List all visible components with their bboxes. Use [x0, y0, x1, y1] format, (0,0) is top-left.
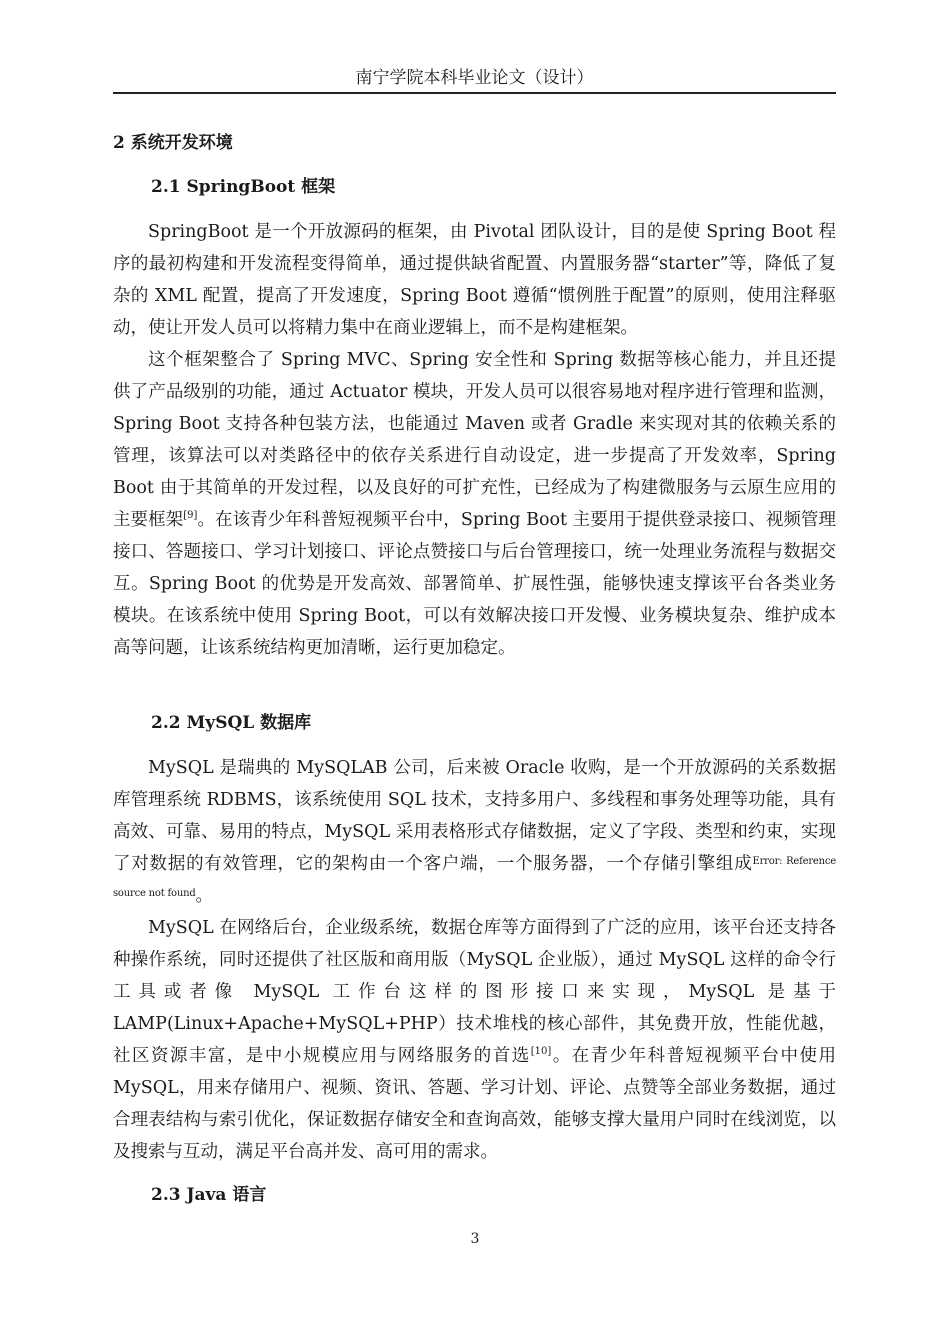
- page-number: 3: [470, 1231, 480, 1247]
- section-heading-2-2: 2.2 MySQL 数据库: [151, 713, 312, 733]
- section-heading-2-1: 2.1 SpringBoot 框架: [151, 177, 336, 197]
- citation-ref: [9]: [183, 510, 198, 521]
- paragraph-mysql-intro: [113, 752, 836, 912]
- paragraph-text: 。在该青少年科普短视频平台中，Spring Boot 主要用于提供登录接口、视频管理接口、答题接口、学习计划接口、评论点赞接口与后台管理接口，统一处理业务流程与数据交互。Spring Boot 的优势是开发高效、部署简单、扩展性强，能够快速支撑该平台各类业务模块。在该系统中使用 Spring Boot，可以有效解决接口开发慢、业务模块复杂、维护成本高等问题，让该系统结构更加清晰，运行更加稳定。: [113, 510, 836, 658]
- paragraph-springboot-features: [113, 344, 836, 664]
- paragraph-springboot-intro: SpringBoot 是一个开放源码的框架，由 Pivotal 团队设计，目的是使 Spring Boot 程序的最初构建和开发流程变得简单，通过提供缺省配置、内置服务器“starter”等，降低了复杂的 XML 配置，提高了开发速度，Spring Boot 遵循“惯例胜于配置”的原则，使用注释驱动，使让开发人员可以将精力集中在商业逻辑上，而不是构建框架。: [113, 222, 836, 338]
- paragraph-text: 这个框架整合了 Spring MVC、Spring 安全性和 Spring 数据等核心能力，并且还提供了产品级别的功能，通过 Actuator 模块，开发人员可以很容易地对程序进行管理和监测，Spring Boot 支持各种包装方法，也能通过 Maven 或者 Gradle 来实现对其的依赖关系的管理，该算法可以对类路径中的依存关系进行自动设定，进一步提高了开发效率，Spring Boot 由于其简单的开发过程，以及良好的可扩充性，已经成为了构建微服务与云原生应用的主要框架: [113, 350, 836, 530]
- citation-ref: [10]: [530, 1046, 552, 1057]
- header-divider: [113, 92, 836, 94]
- paragraph-text: 。: [195, 886, 214, 906]
- paragraph-text: MySQL 是瑞典的 MySQLAB 公司，后来被 Oracle 收购，是一个开放源码的关系数据库管理系统 RDBMS，该系统使用 SQL 技术，支持多用户、多线程和事务处理等功能，具有高效、可靠、易用的特点，MySQL 采用表格形式存储数据，定义了字段、类型和约束，实现了对数据的有效管理，它的架构由一个客户端，一个服务器，一个存储引擎组成: [113, 758, 836, 874]
- paragraph-text: MySQL 在网络后台，企业级系统，数据仓库等方面得到了广泛的应用，该平台还支持各种操作系统，同时还提供了社区版和商用版（MySQL 企业版），通过 MySQL 这样的命令行工具或者像 MySQL 工作台这样的图形接口来实现，MySQL 是基于 LAMP(Linux+Apache+MySQL+PHP）技术堆栈的核心部件，其免费开放，性能优越，社区资源丰富，是中小规模应用与网络服务的首选: [113, 918, 836, 1066]
- running-header-title: 南宁学院本科毕业论文（设计）: [355, 68, 594, 88]
- chapter-heading: 2 系统开发环境: [113, 133, 233, 153]
- paragraph-text: 。在青少年科普短视频平台中使用 MySQL，用来存储用户、视频、资讯、答题、学习计划、评论、点赞等全部业务数据，通过合理表结构与索引优化，保证数据存储安全和查询高效，能够支撑大量用户同时在线浏览，以及搜索与互动，满足平台高并发、高可用的需求。: [113, 1046, 837, 1162]
- reference-error: Error: Reference source not found: [113, 856, 837, 899]
- paragraph-mysql-usage: [113, 912, 836, 1168]
- section-heading-2-3: 2.3 Java 语言: [151, 1185, 267, 1205]
